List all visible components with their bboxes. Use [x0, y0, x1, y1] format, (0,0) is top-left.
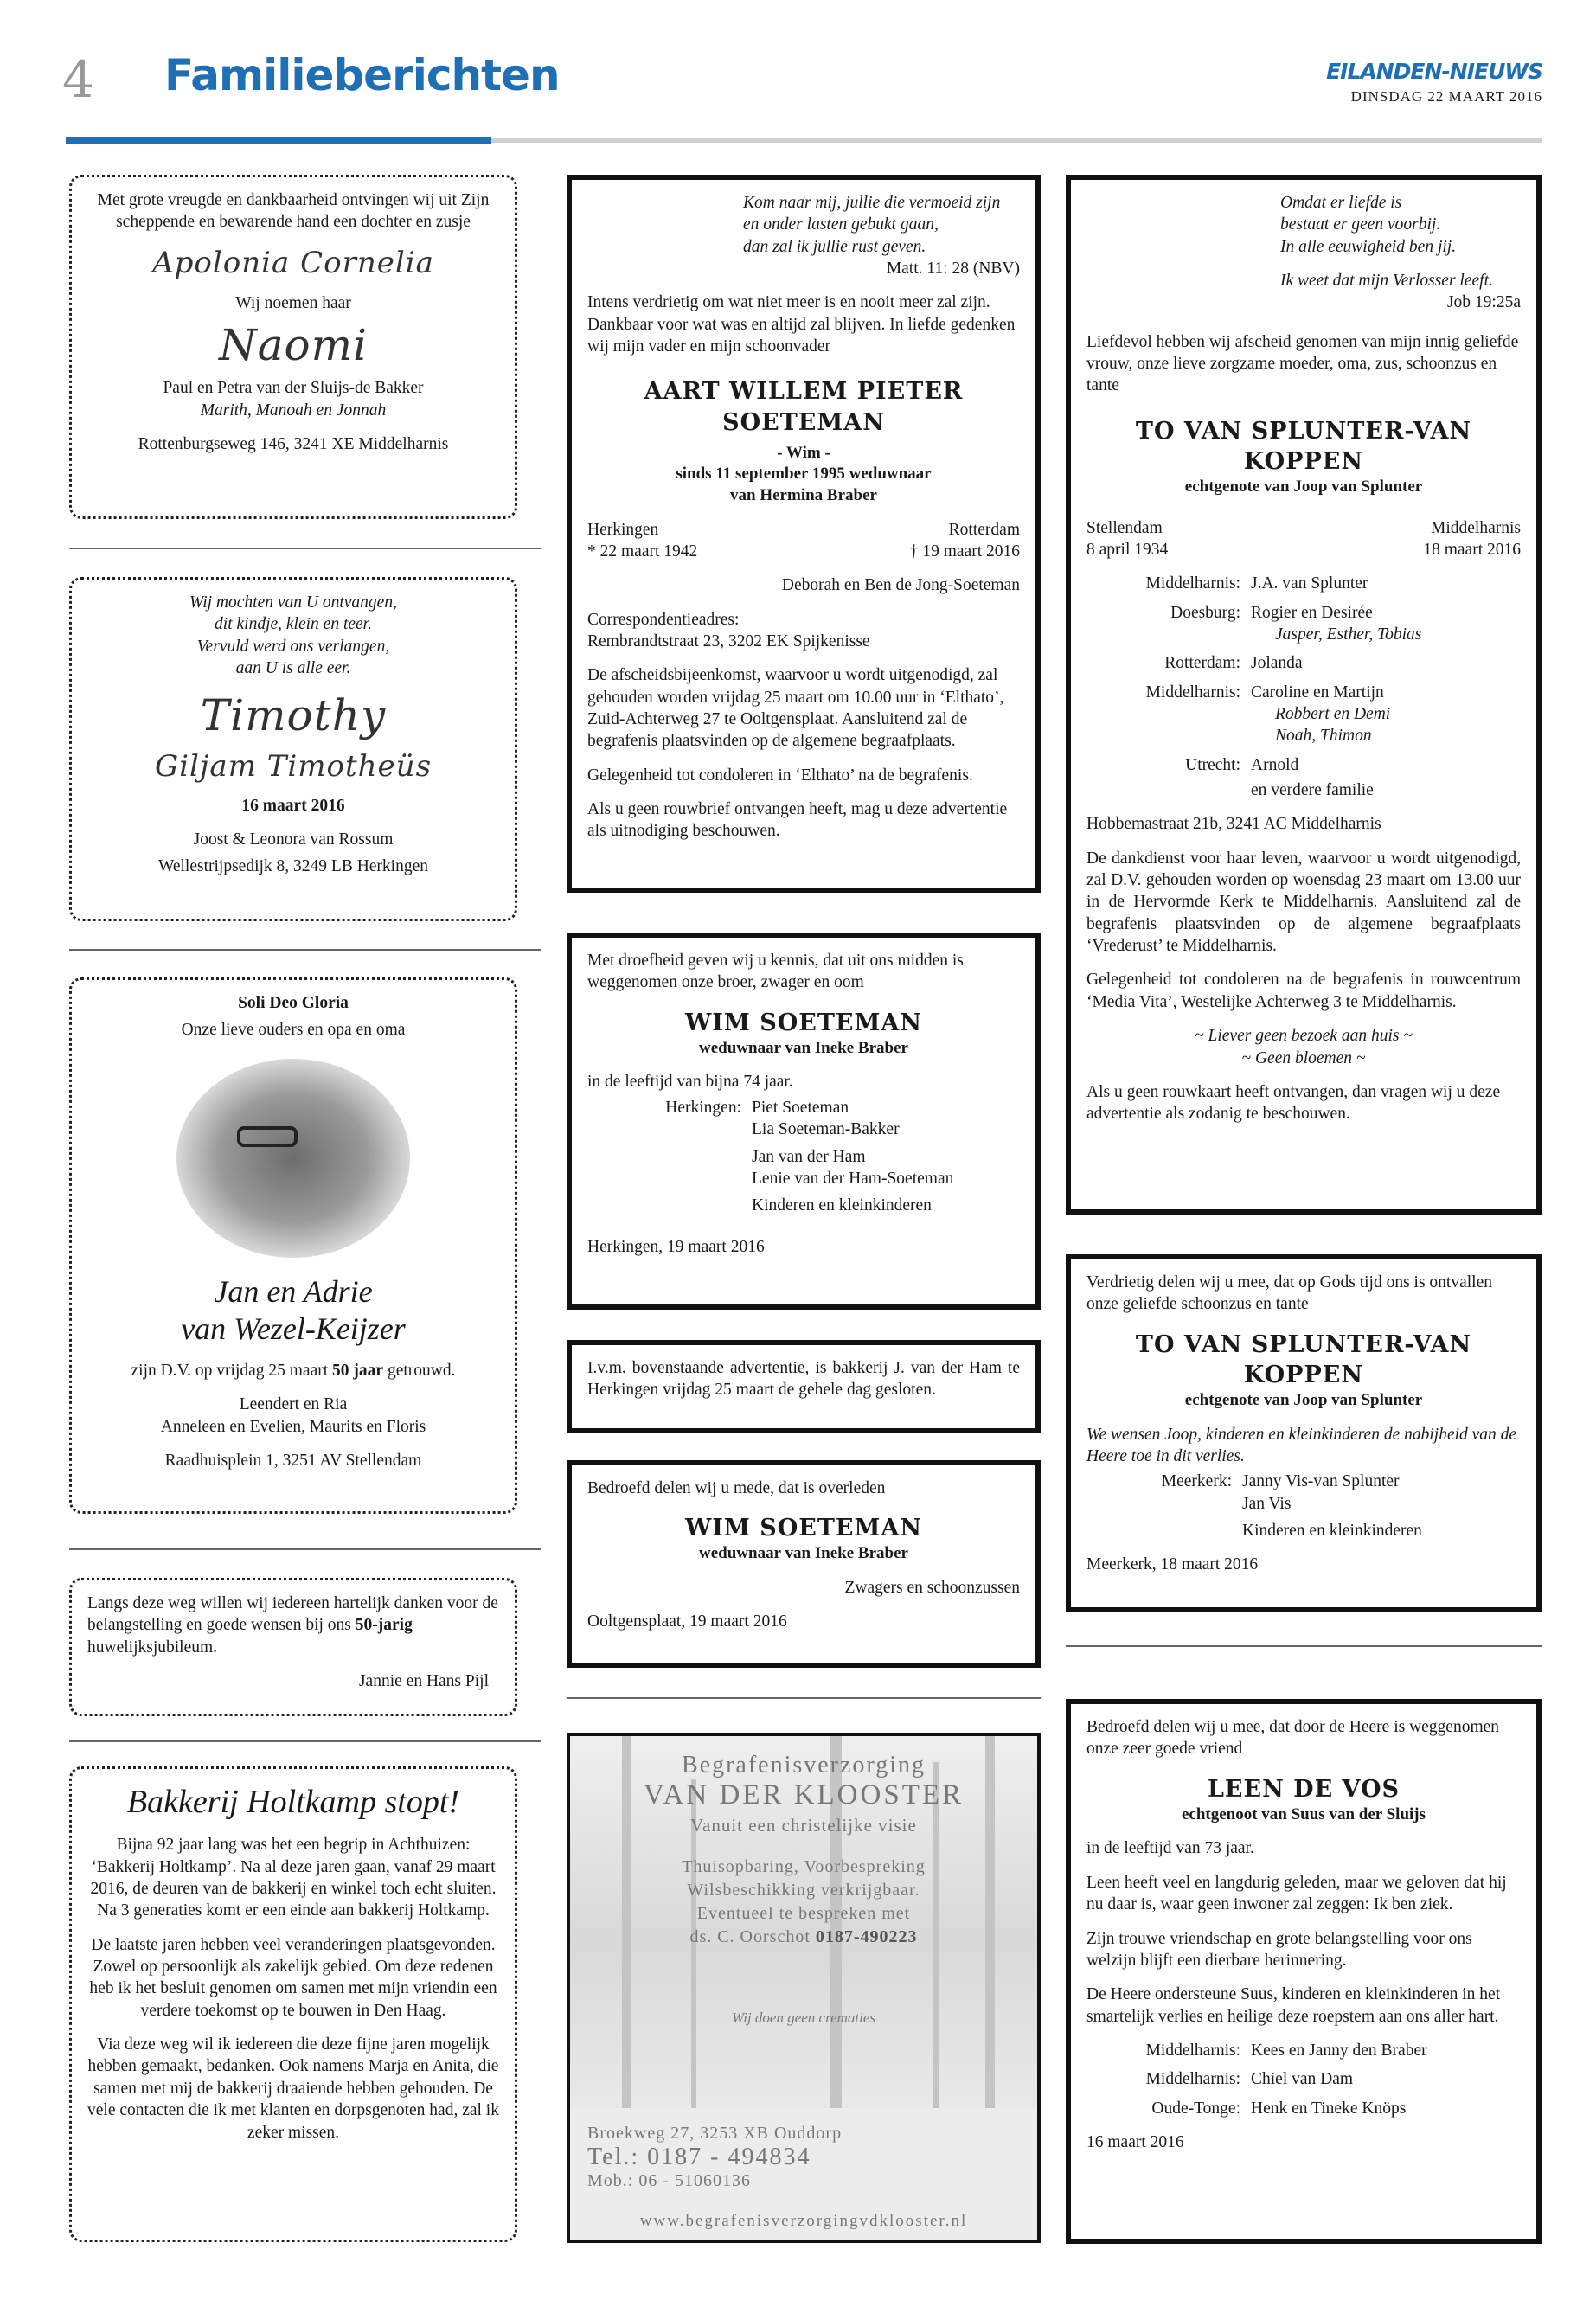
wish-line: ~ Liever geen bezoek aan huis ~ — [1195, 1027, 1413, 1046]
bible-verse: Kom naar mij, jullie die vermoeid zijn en onder lasten gebukt gaan, dan zal ik jullie rust geven. — [743, 194, 1001, 256]
closing: Ooltgensplaat, 19 maart 2016 — [587, 1612, 787, 1631]
header-rule — [491, 138, 1542, 143]
spouse-line: echtgenoot van Suus van der Sluijs — [1181, 1804, 1426, 1823]
separator — [567, 1697, 1041, 1699]
ad-note: Wij doen geen crematies — [731, 2009, 875, 2026]
address: Hobbemastraat 21b, 3241 AC Middelharnis — [1086, 815, 1381, 834]
wish-line: ~ Geen bloemen ~ — [1241, 1048, 1366, 1067]
correspondence-label: Correspondentieadres: — [587, 610, 740, 629]
wedding-anniversary — [69, 977, 517, 1514]
thanks-text: Langs deze weg willen wij iedereen hartelijk danken voor de belangstelling en goede wensen bij ons 50-jarig huwelijksjubileum. — [87, 1594, 498, 1657]
bakery-closed-notice — [567, 1340, 1041, 1433]
correspondence-address: Rembrandtstraat 23, 3202 EK Spijkenisse — [587, 632, 870, 651]
family-members: Henk en Tineke Knöps — [1251, 2099, 1407, 2118]
service-info: De dankdienst voor haar leven, waarvoor u wordt uitgenodigd, zal D.V. gehouden worden op woensdag 23 maart om 13.00 uur in de Hervormde Kerk te Middelharnis. Aansluitend zal de begrafenis plaatsvinden op de algemene begraafplaats ‘Vrederust’ te Middelharnis. — [1086, 849, 1521, 956]
birth-announcement-timothy — [69, 577, 517, 921]
age: in de leeftijd van 73 jaar. — [1086, 1839, 1254, 1858]
ad-company-name: VAN DER KLOOSTER — [643, 1779, 965, 1811]
birth-date: 16 maart 2016 — [241, 796, 345, 815]
family-list: Meerkerk: Janny Vis-van Splunter Jan Vis Kinderen en kleinkinderen — [1161, 1472, 1422, 1540]
condolence-info: Gelegenheid tot condoleren na de begrafenis in rouwcentrum ‘Media Vita’, Westelijke Achterweg 3 te Middelharnis. — [1086, 971, 1521, 1011]
closing: Herkingen, 19 maart 2016 — [587, 1237, 765, 1256]
thanks-notice — [69, 1578, 517, 1716]
address: Rottenburgseweg 146, 3241 XE Middelharnis — [138, 434, 449, 453]
family-place: Oude-Tonge: — [1151, 2099, 1240, 2118]
family-member: J.A. van Splunter — [1251, 574, 1368, 593]
parents: Joost & Leonora van Rossum — [193, 830, 394, 849]
paragraph: De Heere ondersteune Suus, kinderen en kleinkinderen in het smartelijk verlies en heilige deze roepstem aan ons aller hart. — [1086, 1985, 1501, 2026]
separator — [69, 1740, 541, 1742]
family-member: Caroline en Martijn — [1251, 683, 1384, 702]
obituary-intro: Liefdevol hebben wij afscheid genomen van mijn innig geliefde vrouw, onze lieve zorgzame moeder, oma, zus, schoonzus en tante — [1086, 332, 1519, 395]
notice-text: I.v.m. bovenstaande advertentie, is bakkerij J. van der Ham te Herkingen vrijdag 25 maart de gehele dag gesloten. — [587, 1359, 1020, 1400]
obituary-soeteman-family — [567, 175, 1041, 893]
family-row — [1086, 682, 1521, 747]
obituary-van-splunter-family — [1066, 175, 1542, 1215]
family-place: Doesburg: — [1170, 603, 1240, 622]
ad-services: Thuisopbaring, Voorbespreking Wilsbeschikking verkrijgbaar. Eventueel te bespreken met ds. C. Oorschot 0187-490223 — [682, 1857, 926, 1946]
wish-text: We wensen Joop, kinderen en kleinkinderen de nabijheid van de Heere toe in dit verlies. — [1086, 1425, 1517, 1465]
anniversary-text: zijn D.V. op vrijdag 25 maart 50 jaar getrouwd. — [131, 1362, 456, 1381]
paragraph: Leen heeft veel en langdurig geleden, maar we geloven dat hij nu daar is, waar geen inwoner zal zeggen: Ik ben ziek. — [1086, 1873, 1507, 1914]
family-member: Arnold — [1251, 755, 1299, 774]
spouse-line: echtgenote van Joop van Splunter — [1184, 477, 1423, 496]
condolence-info: Gelegenheid tot condoleren in ‘Elthato’ na de begrafenis. — [587, 766, 973, 785]
invitation-note: Als u geen rouwbrief ontvangen heeft, mag u deze advertentie als uitnodiging beschouwen. — [587, 800, 1008, 841]
grandchildren: Jasper, Esther, Tobias — [1275, 625, 1422, 644]
call-name-intro: Wij noemen haar — [235, 293, 351, 312]
deceased-name: LEEN DE VOS — [1207, 1775, 1401, 1803]
family-list: Herkingen: Piet Soeteman Lia Soeteman-Bakker Jan van der Ham Lenie van der Ham-Soeteman Kinderen en kleinkinderen — [665, 1098, 954, 1215]
siblings: Marith, Manoah en Jonnah — [200, 401, 387, 420]
section-title: Familieberichten — [164, 50, 560, 100]
deceased-name: AART WILLEM PIETER SOETEMAN — [644, 378, 964, 436]
separator — [1066, 1645, 1542, 1647]
family-row — [1086, 2040, 1521, 2061]
paragraph: Zijn trouwe vriendschap en grote belangstelling voor ons welzijn blijft een dierbare herinnering. — [1086, 1929, 1472, 1970]
deceased-name: TO VAN SPLUNTER-VAN KOPPEN — [1135, 1330, 1472, 1388]
motto: Soli Deo Gloria — [238, 994, 349, 1012]
obituary-soeteman-siblings — [567, 933, 1041, 1310]
issue-date: DINSDAG 22 MAART 2016 — [1350, 88, 1542, 105]
life-dates: Herkingen * 22 maart 1942 Rotterdam † 19 maart 2016 — [587, 520, 1020, 561]
obituary-intro: Bedroefd delen wij u mee, dat door de Heere is weggenomen onze zeer goede vriend — [1086, 1718, 1500, 1759]
ad-website[interactable]: www.begrafenisverzorgingvdklooster.nl — [639, 2212, 968, 2230]
newspaper-logo: EILANDEN-NIEUWS — [1326, 59, 1542, 84]
family-place: Middelharnis: — [1145, 574, 1240, 593]
paragraph: Via deze weg wil ik iedereen die deze fijne jaren mogelijk hebben gemaakt, bedanken. Ook namens Marja en Anita, die samen met mij de bakkerij draaiende hebben gehouden. De vele contacten die ik met klanten en dorpsgenoten had, zal ik zeker missen. — [87, 2035, 499, 2142]
birth-intro: Met grote vreugde en dankbaarheid ontvingen wij uit Zijn scheppende en bewarende hand een dochter en zusje — [97, 191, 490, 232]
family-member: Rogier en Desirée — [1251, 603, 1373, 622]
obituary-intro: Intens verdrietig om wat niet meer is en nooit meer zal zijn. Dankbaar voor wat was en altijd zal blijven. In liefde gedenken wij mijn vader en mijn schoonvader — [587, 293, 1016, 356]
family-place: Rotterdam: — [1164, 654, 1240, 673]
couple-photo — [176, 1059, 410, 1258]
family-row — [1086, 754, 1521, 776]
ad-tagline: Vanuit een christelijke visie — [690, 1815, 917, 1836]
grandchildren: Anneleen en Evelien, Maurits en Floris — [160, 1417, 426, 1436]
family-row — [1086, 2068, 1521, 2090]
age: in de leeftijd van bijna 74 jaar. — [587, 1073, 793, 1092]
separator — [69, 949, 541, 951]
family-row — [1086, 652, 1521, 674]
grandchildren: Noah, Thimon — [1275, 727, 1372, 746]
card-note: Als u geen rouwkaart heeft ontvangen, dan vragen wij u deze advertentie als zodanig te beschouwen. — [1086, 1082, 1501, 1124]
child-full-name: Apolonia Cornelia — [152, 245, 434, 280]
ad-heading: Begrafenisverzorging — [681, 1752, 926, 1779]
family-list — [1086, 2040, 1521, 2119]
address: Raadhuisplein 1, 3251 AV Stellendam — [164, 1452, 422, 1471]
family: Zwagers en schoonzussen — [844, 1579, 1020, 1598]
family-members — [1251, 682, 1521, 747]
family-row — [1086, 2098, 1521, 2119]
header-rule-accent — [66, 137, 491, 144]
separator — [69, 548, 541, 549]
address: Wellestrijpsedijk 8, 3249 LB Herkingen — [158, 857, 428, 876]
family-row — [1086, 602, 1521, 646]
family-place: Middelharnis: — [1145, 683, 1240, 702]
verse-line: Wij mochten van U ontvangen, — [189, 593, 397, 612]
family-list — [1086, 573, 1521, 776]
obituary-intro: Verdrietig delen wij u mee, dat op Gods tijd ons is ontvallen onze geliefde schoonzus en tante — [1086, 1273, 1492, 1314]
grandchildren: Robbert en Demi — [1275, 705, 1391, 724]
ad-phone: Tel.: 0187 - 494834 — [587, 2144, 811, 2170]
deceased-name: WIM SOETEMAN — [684, 1009, 923, 1036]
parents: Paul en Petra van der Sluijs-de Bakker — [163, 379, 424, 398]
poem: Omdat er liefde is bestaat er geen voorbij. In alle eeuwigheid ben jij. Ik weet dat mijn Verlosser leeft. — [1280, 194, 1493, 291]
separator — [69, 1548, 541, 1550]
child-full-name: Giljam Timotheüs — [154, 749, 433, 785]
family-rest: en verdere familie — [1251, 781, 1374, 800]
closing: Meerkerk, 18 maart 2016 — [1086, 1555, 1259, 1574]
closing: 16 maart 2016 — [1086, 2132, 1184, 2151]
birth-announcement-naomi — [69, 175, 517, 519]
children: Leendert en Ria — [239, 1395, 348, 1414]
family-place: Utrecht: — [1185, 755, 1240, 774]
spouse-line: echtgenote van Joop van Splunter — [1184, 1390, 1423, 1409]
family-members — [1251, 754, 1521, 776]
widower-line: weduwnaar van Ineke Braber — [699, 1038, 908, 1057]
family-member: Jolanda — [1251, 654, 1303, 673]
obituary-de-vos — [1066, 1699, 1542, 2244]
family-place: Middelharnis: — [1145, 2070, 1240, 2089]
verse-reference: Job 19:25a — [1446, 293, 1521, 312]
obituary-intro: Bedroefd delen wij u mede, dat is overleden — [587, 1479, 886, 1497]
obituary-van-splunter-meerkerk — [1066, 1254, 1542, 1612]
nickname: - Wim - — [777, 443, 830, 462]
verse-line: dit kindje, klein en teer. — [215, 615, 372, 634]
obituary-intro: Met droefheid geven wij u kennis, dat uit ons midden is weggenomen onze broer, zwager en oom — [587, 952, 964, 992]
family-members — [1251, 652, 1521, 674]
child-call-name: Timothy — [200, 690, 387, 741]
deceased-name: TO VAN SPLUNTER-VAN KOPPEN — [1135, 417, 1472, 475]
verse-reference: Matt. 11: 28 (NBV) — [886, 260, 1020, 279]
ad-mobile: Mob.: 06 - 51060136 — [587, 2171, 751, 2190]
ceremony-info: De afscheidsbijeenkomst, waarvoor u wordt uitgenodigd, zal gehouden worden vrijdag 25 maart om 10.00 uur in ‘Elthato’, Zuid-Achterweg 27 te Ooltgensplaat. Aansluitend zal de begrafenis plaatsvinden op de algemene begraafplaats. — [587, 666, 1004, 751]
child-call-name: Naomi — [218, 320, 369, 371]
life-dates: Stellendam 8 april 1934 Middelharnis 18 maart 2016 — [1086, 518, 1521, 559]
widower-line: van Hermina Braber — [730, 485, 877, 504]
paragraph: De laatste jaren hebben veel veranderingen plaatsgevonden. Zowel op persoonlijk als zakelijk gebied. Om deze redenen heb ik het besluit genomen om samen met mijn vriendin een verdere toekomst op te bouwen in Den Haag. — [89, 1935, 497, 2020]
bakery-closing-notice — [69, 1766, 517, 2242]
family: Deborah en Ben de Jong-Soeteman — [781, 576, 1020, 595]
family-members — [1251, 602, 1521, 646]
widower-line: sinds 11 september 1995 weduwnaar — [676, 465, 932, 484]
funeral-director-ad — [567, 1733, 1041, 2243]
notice-title: Bakkerij Holtkamp stopt! — [126, 1784, 460, 1820]
family-members: Kees en Janny den Braber — [1251, 2041, 1427, 2060]
anniversary-intro: Onze lieve ouders en opa en oma — [181, 1021, 406, 1040]
page-number: 4 — [62, 50, 94, 109]
widower-line: weduwnaar van Ineke Braber — [699, 1544, 908, 1563]
verse-line: aan U is alle eer. — [235, 659, 351, 678]
family-place: Middelharnis: — [1145, 2041, 1240, 2060]
verse-line: Vervuld werd ons verlangen, — [196, 637, 390, 656]
couple-name: Jan en Adrie van Wezel-Keijzer — [181, 1273, 406, 1346]
signature: Jannie en Hans Pijl — [358, 1672, 489, 1691]
family-row — [1086, 573, 1521, 594]
family-members: Chiel van Dam — [1251, 2070, 1354, 2089]
ad-address: Broekweg 27, 3253 XB Ouddorp — [587, 2124, 843, 2143]
family-members — [1251, 573, 1521, 594]
obituary-soeteman-in-laws — [567, 1460, 1041, 1668]
paragraph: Bijna 92 jaar lang was het een begrip in Achthuizen: ‘Bakkerij Holtkamp’. Na al deze jaren gaan, vanaf 29 maart 2016, de deuren van de bakkerij en winkel toch echt sluiten. Na 3 generaties komt er een einde aan bakkerij Holtkamp. — [90, 1836, 497, 1920]
deceased-name: WIM SOETEMAN — [684, 1515, 923, 1542]
